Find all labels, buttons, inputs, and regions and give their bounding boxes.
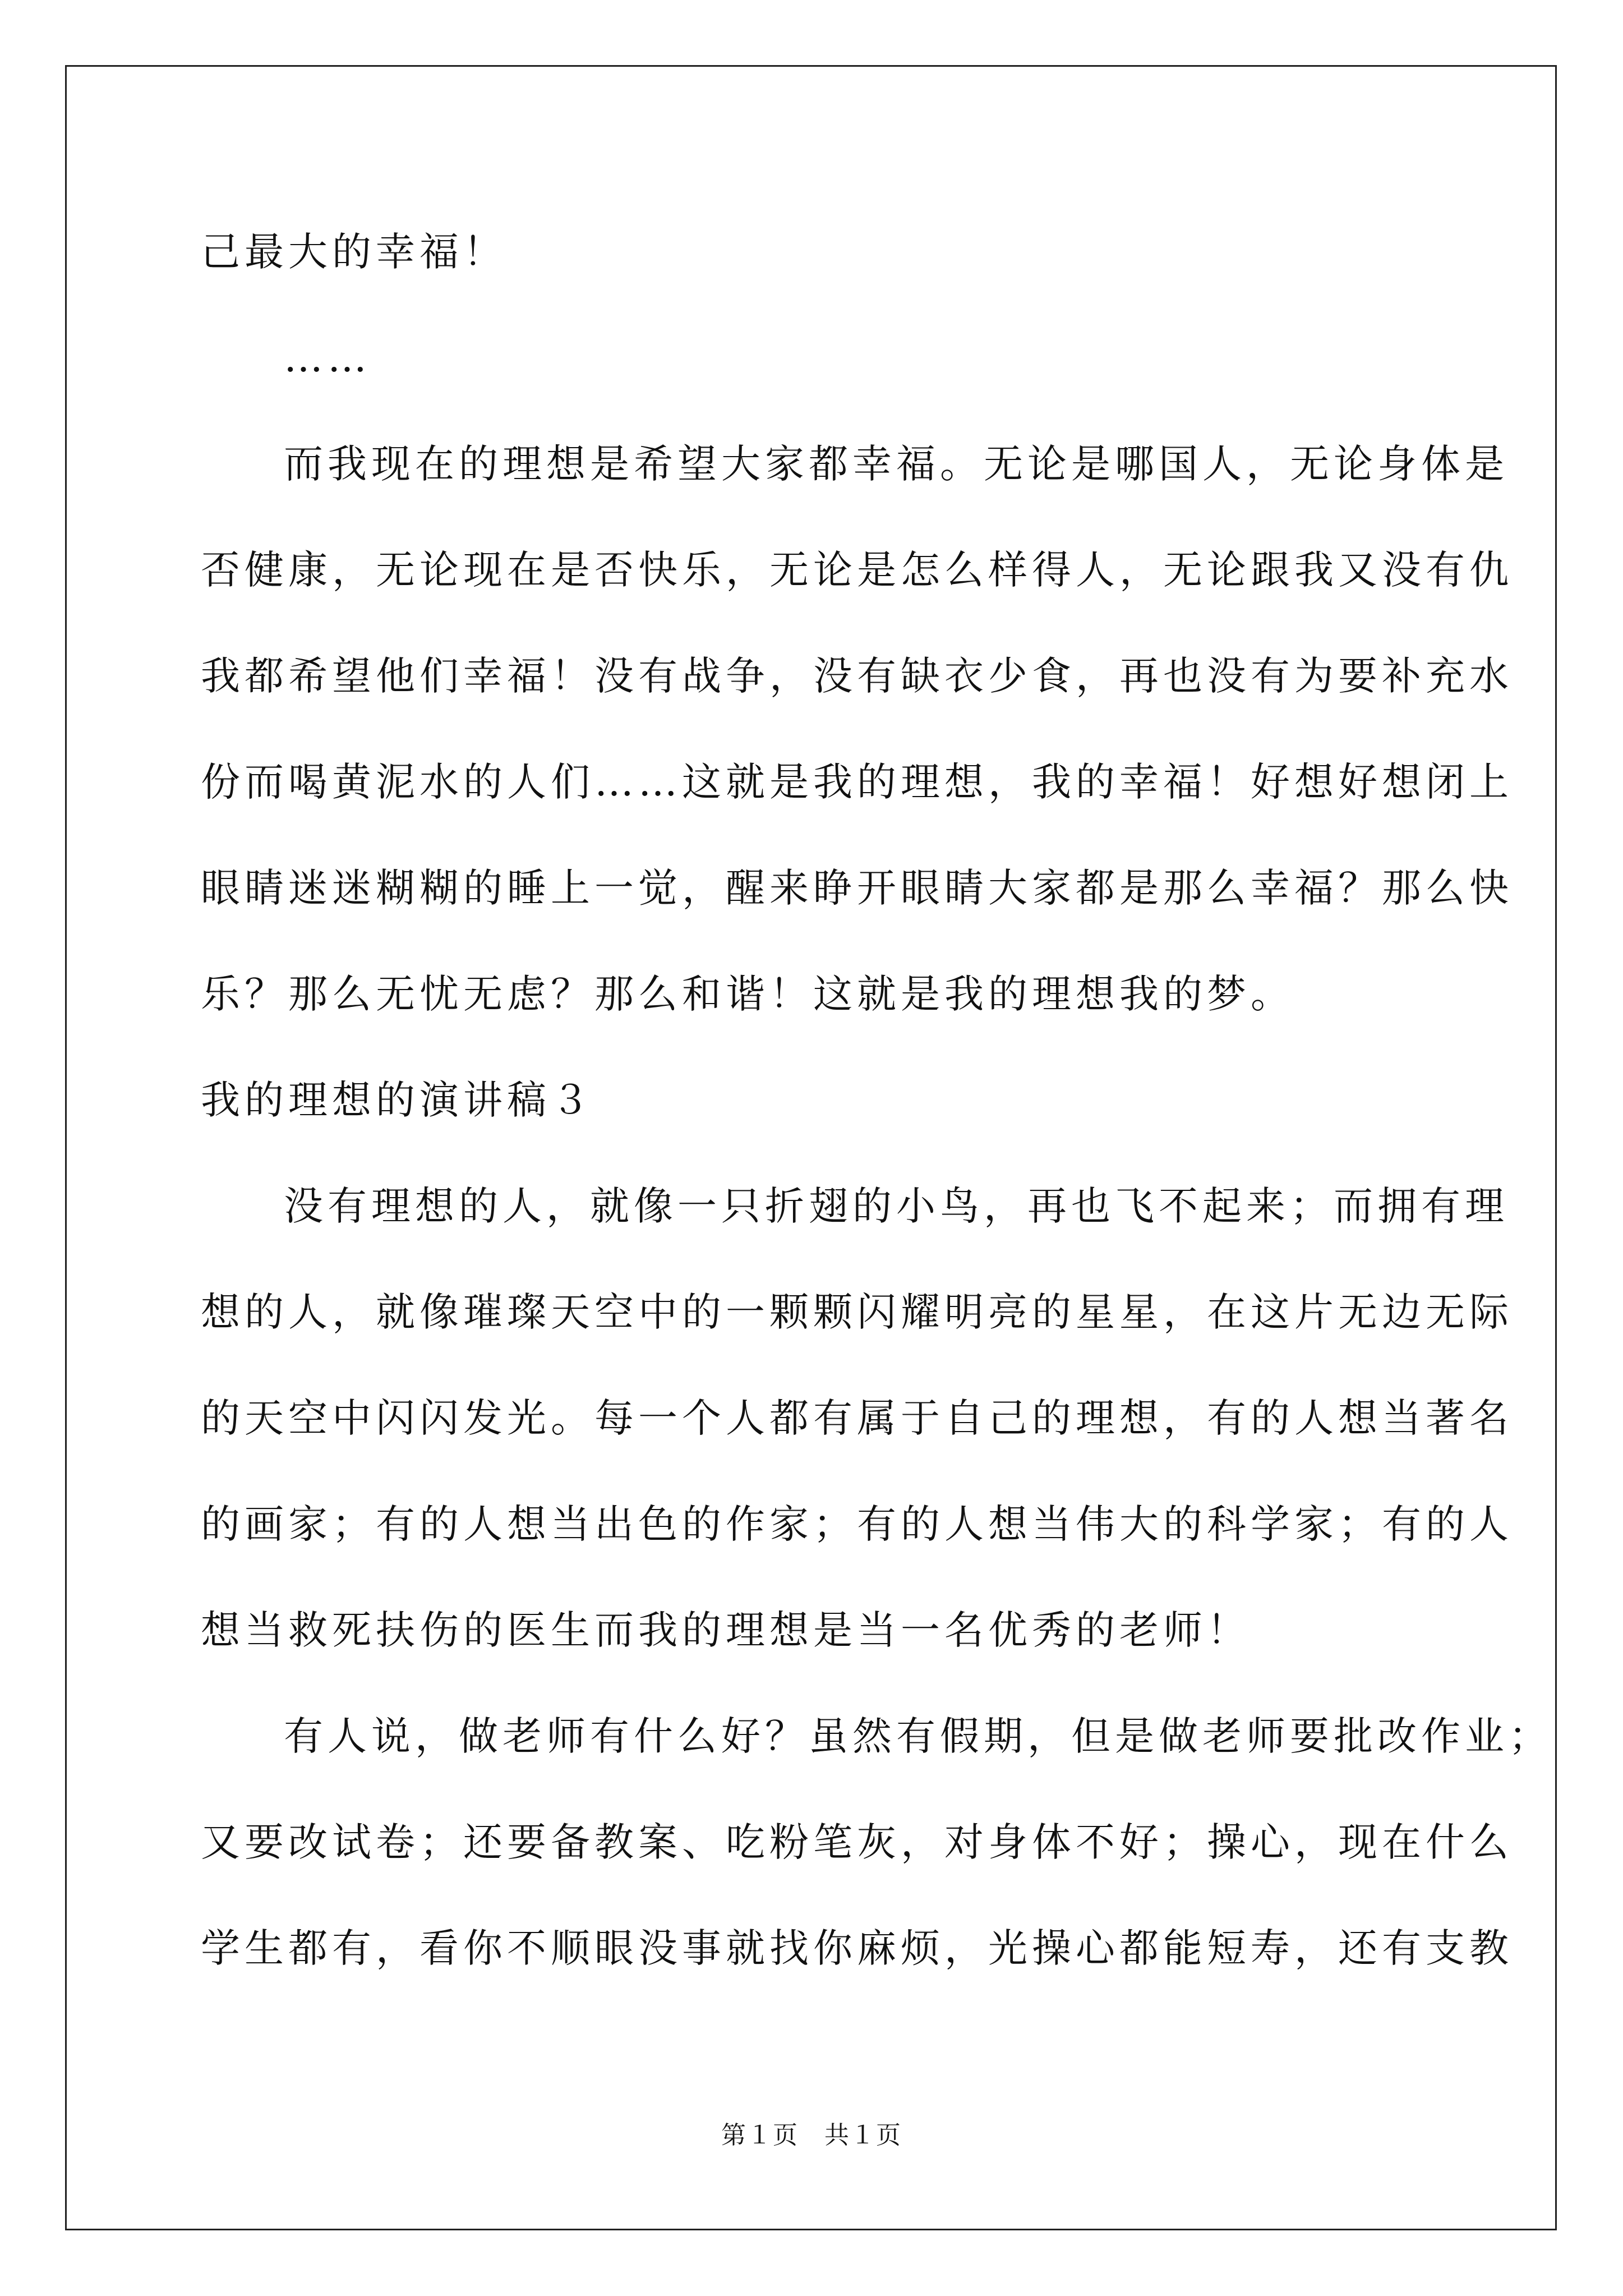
ellipsis-line: …… — [284, 335, 371, 381]
text-line: 的天空中闪闪发光。每一个人都有属于自己的理想，有的人想当著名 — [201, 1395, 1513, 1441]
section-heading: 我的理想的演讲稿３ — [201, 1077, 594, 1123]
text-line: 的画家；有的人想当出色的作家；有的人想当伟大的科学家；有的人 — [201, 1501, 1513, 1547]
paragraph-start-line: 没有理想的人，就像一只折翅的小鸟，再也飞不起来；而拥有理 — [284, 1183, 1509, 1229]
paragraph-start-line: 有人说，做老师有什么好？虽然有假期，但是做老师要批改作业； — [284, 1713, 1552, 1759]
document-body — [201, 199, 1552, 2001]
text-line: 又要改试卷；还要备教案、吃粉笔灰，对身体不好；操心，现在什么 — [201, 1819, 1513, 1865]
text-line: 我都希望他们幸福！没有战争，没有缺衣少食，再也没有为要补充水 — [201, 653, 1513, 699]
text-line: 份而喝黄泥水的人们……这就是我的理想，我的幸福！好想好想闭上 — [201, 759, 1513, 805]
text-line: 想的人，就像璀璨天空中的一颗颗闪耀明亮的星星，在这片无边无际 — [201, 1289, 1513, 1335]
text-line: 想当救死扶伤的医生而我的理想是当一名优秀的老师！ — [201, 1607, 1251, 1653]
text-line: 己最大的幸福！ — [201, 229, 507, 275]
text-line: 否健康，无论现在是否快乐，无论是怎么样得人，无论跟我又没有仇 — [201, 547, 1513, 593]
text-line: 学生都有，看你不顺眼没事就找你麻烦，光操心都能短寿，还有支教 — [201, 1925, 1513, 1971]
paragraph-start-line: 而我现在的理想是希望大家都幸福。无论是哪国人，无论身体是 — [284, 441, 1509, 487]
text-line: 乐？那么无忧无虑？那么和谐！这就是我的理想我的梦。 — [201, 971, 1294, 1017]
page-number: 第１页 共１页 — [721, 2121, 902, 2150]
text-line: 眼睛迷迷糊糊的睡上一觉，醒来睁开眼睛大家都是那么幸福？那么快 — [201, 865, 1513, 911]
